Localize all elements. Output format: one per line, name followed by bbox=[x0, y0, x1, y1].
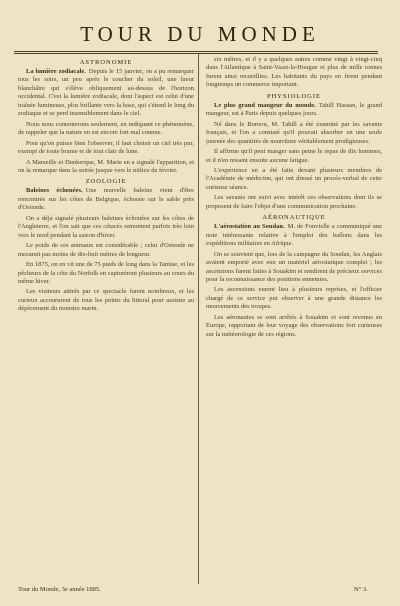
article-paragraph bbox=[206, 56, 382, 90]
section-heading: ASTRONOMIE bbox=[79, 59, 133, 66]
paragraph-text: L'expérience en a été faite devant plusieurs membres de l'Académie de médecine, qui ont dressé un procès-verbal de cette curieuse séance. bbox=[206, 166, 382, 191]
article-paragraph bbox=[206, 121, 382, 146]
article-title: La lumière zodiacale. bbox=[26, 68, 86, 75]
section-heading: ZOOLOGIE bbox=[85, 178, 127, 186]
section-heading: PHYSIOLOGIE bbox=[267, 92, 321, 100]
article-title: Baleines échouées. bbox=[26, 187, 83, 195]
footer-number: N° 3. bbox=[354, 586, 368, 593]
paragraph-text: Le poids de ces animaux est considérable ; celui d'Ostende ne mesurait pas moins de dix-huit mètres de longueur. bbox=[18, 242, 194, 258]
left-column bbox=[18, 56, 194, 582]
paragraph-text: Les aéronautes se sont arrêtés à Souakim et sont revenus en Europe, rapportant de leur voyage des observations fort curieuses sur la météorologie de ces régions. bbox=[206, 313, 382, 338]
paragraph-text: M. de Fonvielle a communiqué une note intéressante relative à l'emploi des ballons dans les expéditions militaires en Afrique. bbox=[206, 223, 382, 248]
article-paragraph bbox=[206, 148, 382, 165]
article-paragraph bbox=[18, 140, 194, 157]
paragraph-text: On a déjà signalé plusieurs baleines échouées sur les côtes de l'Angleterre, et l'on sait que ces cétacés remontent parfois très loin vers le nord pendant la saison d'hiver. bbox=[18, 214, 194, 239]
article-paragraph bbox=[18, 261, 194, 286]
section-heading: AÉRONAUTIQUE bbox=[262, 214, 326, 222]
paragraph-text: En 1875, on en vit une de 75 pieds de long dans la Tamise, et les pêcheurs de la côte du Norfolk en capturèrent plusieurs au cours du même hiver. bbox=[18, 261, 194, 285]
article-paragraph bbox=[18, 215, 194, 240]
article-paragraph bbox=[206, 102, 382, 119]
article-paragraph bbox=[18, 187, 194, 212]
paragraph-text: Nous nous contenterons seulement, en indiquant ce phénomène, de rappeler que la nature en est encore fort mal connue. bbox=[18, 120, 194, 137]
paragraph-text: Depuis le 15 janvier, on a pu remarquer tous les soirs, un peu après le coucher du soleil, une lueur blanchâtre qui s'élève obliquement au-dessus de l'horizon occidental. C'est la lumière zodiacale, dont l'aspect est celui d'une traînée lumineuse, plus brillante vers la base, qui s'étend le long du zodiaque et se perd insensiblement dans le ciel. bbox=[18, 68, 194, 118]
article-paragraph bbox=[18, 121, 194, 138]
article-paragraph bbox=[206, 223, 382, 248]
article-paragraph bbox=[206, 286, 382, 311]
paragraph-text: Il affirme qu'il peut manger sans peine le repas de dix hommes, et il n'en ressent ensuite aucune fatigue. bbox=[206, 148, 382, 164]
paragraph-text: Les savants ont suivi avec intérêt ces observations dont ils se proposent de faire l'objet d'une communication prochaine. bbox=[206, 194, 382, 210]
article-title: Le plus grand mangeur du monde. bbox=[214, 101, 316, 109]
paragraph-text: Les visiteurs attirés par ce spectacle furent nombreux, et les curieux accoururent de tous les points du littoral pour assister au dépècement du monstre marin. bbox=[18, 288, 194, 313]
paragraph-text: On se souvient que, lors de la campagne du Soudan, les Anglais avaient emporté avec eux un matériel aérostatique complet ; les ascensions furent faites à Souakim et rendirent de précieux services pour la reconnaissance des positions ennemies. bbox=[206, 250, 382, 283]
paragraph-text: Tahill Hassan, le grand mangeur, est à Paris depuis quelques jours. bbox=[206, 101, 382, 118]
article-paragraph bbox=[206, 251, 382, 285]
paragraph-text: Né dans le Bornou, M. Tahill a été examiné par les savants français, et l'on a constaté qu'il pouvait absorber en une seule journée des quantités de nourriture véritablement prodigieuses. bbox=[206, 120, 382, 145]
footer-issue: Tour du Monde, 3e année 1885. bbox=[18, 586, 101, 593]
article-paragraph bbox=[18, 159, 194, 176]
paragraph-text: Pour qu'on puisse bien l'observer, il faut choisir un ciel très pur, exempt de toute brume et de tout clair de lune. bbox=[18, 139, 194, 156]
paragraph-text: six mètres, et il y a quelques autres comme vingt à vingt-cinq dans l'Atlantique à Saint-Vaast-la-Hougue et plus de mille tonnes furent ainsi recueillies. Les habitants du pays en firent pendant longtemps un commerce important. bbox=[206, 56, 382, 89]
article-paragraph bbox=[18, 288, 194, 313]
article-paragraph bbox=[18, 68, 194, 119]
column-divider bbox=[198, 54, 199, 584]
article-paragraph bbox=[206, 194, 382, 211]
paragraph-text: A Marseille et Dunkerque, M. Marie en a signalé l'apparition, et on la remarque dans la soirée jusque vers le milieu de février. bbox=[18, 158, 194, 174]
paragraph-text: Une nouvelle baleine vient d'être rencontrée sur les côtes de Belgique, échouée sur le sable près d'Ostende. bbox=[18, 187, 194, 212]
article-paragraph bbox=[18, 242, 194, 259]
article-paragraph bbox=[206, 167, 382, 192]
article-paragraph bbox=[206, 314, 382, 339]
paragraph-text: Les ascensions eurent lieu à plusieurs reprises, et l'officier chargé de ce service put observer à une grande distance les mouvements des troupes. bbox=[206, 286, 382, 311]
header-rule bbox=[14, 51, 378, 52]
article-title: L'aérostation au Soudan. bbox=[214, 223, 285, 231]
right-column bbox=[206, 56, 382, 582]
page-title: TOUR DU MONDE bbox=[80, 22, 320, 46]
header-rule-thin bbox=[14, 53, 378, 54]
